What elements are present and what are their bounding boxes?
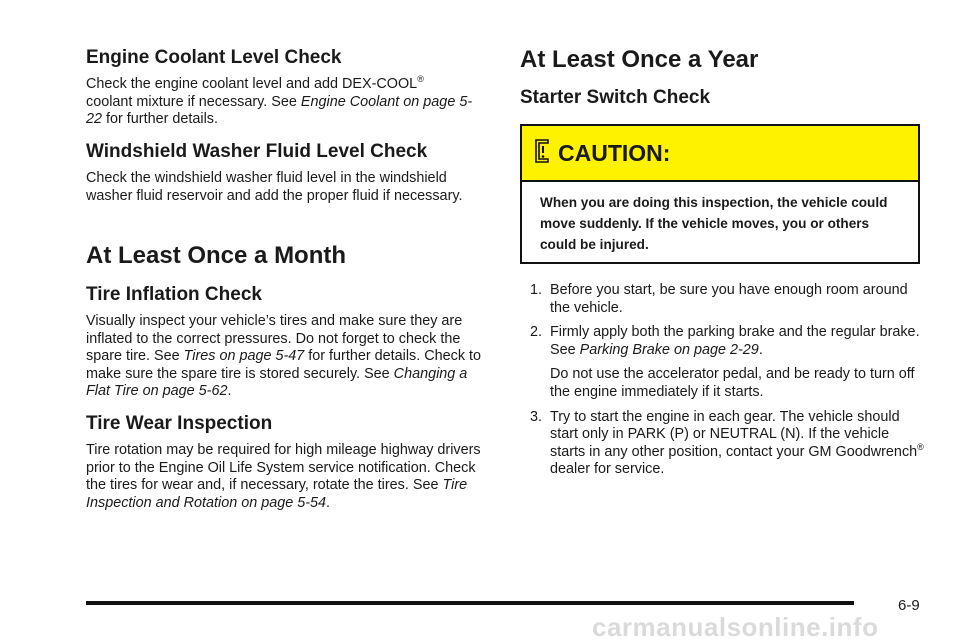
caution-title: CAUTION: [558, 139, 671, 166]
wear-paragraph [86, 442, 494, 512]
wear-heading: Tire Wear Inspection [86, 413, 273, 434]
step-text-after: dealer for service. [550, 461, 665, 478]
washer-paragraph: Check the windshield washer fluid level in the windshield washer fluid reservoir and add the proper fluid if necessary. [86, 170, 463, 204]
coolant-text-1: Check the engine coolant level and add DEX-COOL [86, 76, 418, 92]
caution-box [520, 124, 920, 264]
step-number: 2. [530, 324, 543, 341]
inflation-text-3: . [227, 383, 232, 400]
inflation-paragraph [86, 313, 494, 401]
starter-heading: Starter Switch Check [520, 87, 711, 108]
step-text-after: . [758, 341, 763, 358]
wear-text-1: Tire rotation may be required for high mileage highway drivers prior to the Engine Oil Life System service notification. Check the tires for wear and, if necessary, rotate the tires. See [86, 442, 481, 494]
washer-heading: Windshield Washer Fluid Level Check [86, 141, 428, 162]
coolant-text-2: coolant mixture if necessary. See [86, 93, 301, 110]
list-item [520, 409, 924, 479]
rotation-link[interactable]: Tire Inspection and Rotation on page 5-54 [86, 477, 468, 511]
step-text: Try to start the engine in each gear. The vehicle should start only in PARK (P) or NEUTRAL (N). If the vehicle starts in any other position, contact your GM Goodwrench [550, 408, 918, 460]
caution-bracket-icon [532, 138, 552, 164]
month-heading: At Least Once a Month [86, 242, 347, 269]
list-item [520, 282, 924, 317]
inflation-text-2: for further details. Check to make sure the spare tire is stored securely. See [86, 348, 482, 382]
step-text: Firmly apply both the parking brake and the regular brake. See [550, 324, 920, 358]
page-number: 6-9 [898, 597, 920, 614]
year-heading: At Least Once a Year [520, 46, 759, 73]
list-item [520, 324, 924, 401]
registered-mark: ® [417, 74, 424, 84]
inflation-heading: Tire Inflation Check [86, 284, 262, 305]
wear-text-2: . [326, 494, 331, 511]
tires-link[interactable]: Tires on page 5-47 [183, 348, 305, 365]
caution-header [522, 126, 918, 182]
watermark: carmanualsonline.info [592, 612, 879, 642]
caution-text: When you are doing this inspection, the vehicle could move suddenly. If the vehicle moves, you or others could be injured. [540, 195, 888, 252]
parking-brake-link[interactable]: Parking Brake on page 2-29 [579, 341, 759, 358]
coolant-text-3: for further details. [102, 111, 218, 128]
coolant-heading: Engine Coolant Level Check [86, 47, 342, 68]
flat-tire-link[interactable]: Changing a Flat Tire on page 5-62 [86, 365, 468, 400]
coolant-paragraph [86, 76, 486, 129]
steps-list [520, 282, 924, 479]
step-note: Do not use the accelerator pedal, and be ready to turn off the engine immediately if it starts. [550, 366, 915, 400]
step-number: 1. [530, 282, 543, 298]
step-text: Before you start, be sure you have enough room around the vehicle. [550, 282, 908, 316]
footer-rule [86, 601, 854, 605]
inflation-text-1: Visually inspect your vehicle’s tires and make sure they are inflated to the correct pressures. Do not forget to check the spare tire. See [86, 313, 463, 365]
step-number: 3. [530, 408, 543, 425]
registered-mark: ® [917, 441, 924, 452]
coolant-link[interactable]: Engine Coolant on page 5-22 [86, 93, 473, 128]
